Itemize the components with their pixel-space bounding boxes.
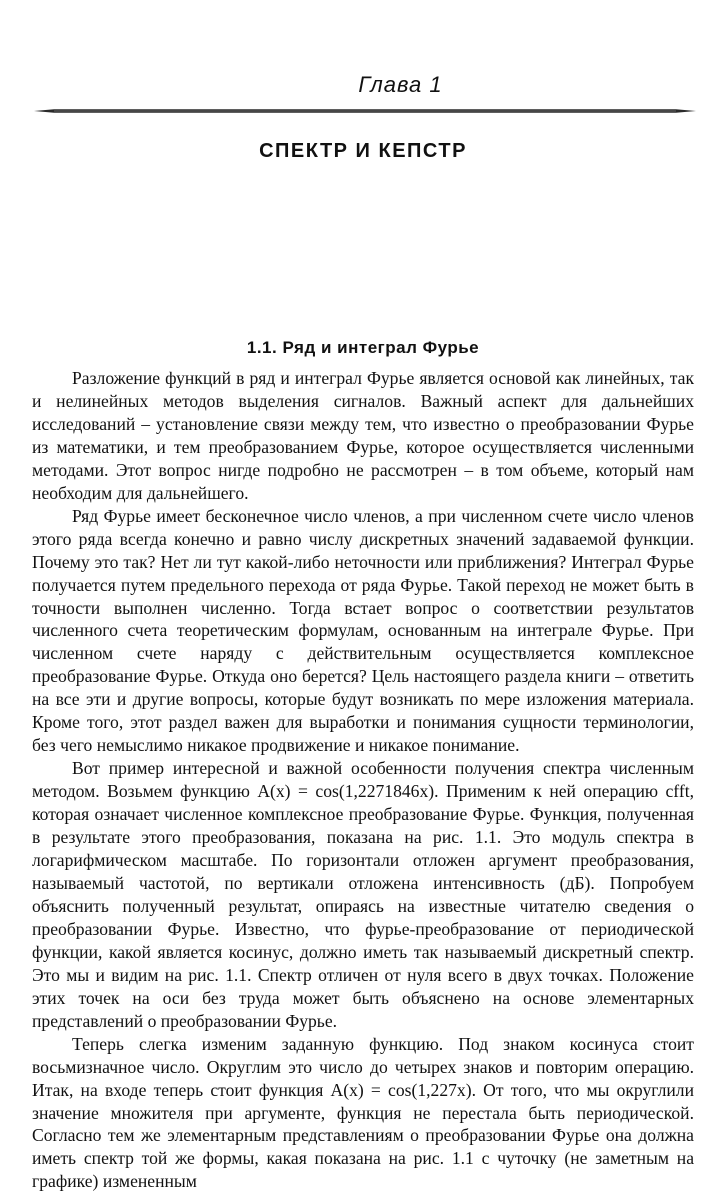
chapter-divider-rule — [34, 108, 696, 114]
paragraph: Теперь слегка изменим заданную функцию. Под знаком косинуса стоит восьмизначное число. Округлим это число до четырех знаков и повторим операцию. Итак, на входе теперь стоит функция A(x) = cos(1,227x). От того, что мы округлили значение множителя при аргументе, функция не перестала быть периодической. Согласно тем же элементарным представлениям о преобразовании Фурье она должна иметь спектр той же формы, какая показана на рис. 1.1 с чуточку (не заметным на графике) измененным — [32, 1033, 694, 1192]
chapter-label — [0, 72, 726, 98]
paragraph: Вот пример интересной и важной особенности получения спектра численным методом. Возьмем функцию A(x) = cos(1,2271846x). Применим к ней операцию cfft, которая означает численное комплексное преобразование Фурье. Функция, полученная в результате этого преобразования, показана на рис. 1.1. Это модуль спектра в логарифмическом масштабе. По горизонтали отложен аргумент преобразования, называемый частотой, по вертикали отложена интенсивность (дБ). Попробуем объяснить полученный результат, опираясь на известные читателю сведения о преобразовании Фурье. Известно, что фурье-преобразование от периодической функции, какой является косинус, должно иметь так называемый дискретный спектр. Это мы и видим на рис. 1.1. Спектр отличен от нуля всего в двух точках. Положение этих точек на оси без труда может быть объяснено на основе элементарных представлений о преобразовании Фурье. — [32, 758, 694, 1031]
section-title — [0, 338, 726, 358]
paragraph: Разложение функций в ряд и интеграл Фурье является основой как линейных, так и нелинейных методов выделения сигналов. Важный аспект для дальнейших исследований – установление связи между тем, что известно о преобразовании Фурье из математики, и тем преобразованием Фурье, которое осуществляется численными методами. Этот вопрос нигде подробно не рассмотрен – в том объеме, который нам необходим для дальнейшего. — [32, 368, 694, 503]
chapter-title: СПЕКТР И КЕПСТР — [259, 140, 467, 162]
section-title-text: 1.1. Ряд и интеграл Фурье — [246, 338, 480, 357]
paragraph: Ряд Фурье имеет бесконечное число членов, а при численном счете число членов этого ряда всегда конечно и равно числу дискретных значений задаваемой функции. Почему это так? Нет ли тут какой-либо неточности или приближения? Интеграл Фурье получается путем предельного перехода от ряда Фурье. Такой переход не может быть в точности выполнен численно. Тогда встает вопрос о соответствии результатов численного счета теоретическим формулам, основанным на интеграле Фурье. При численном счете наряду с действительным осуществляется комплексное преобразование Фурье. Откуда оно берется? Цель настоящего раздела книги – ответить на все эти и другие вопросы, которые будут возникать по мере изложения материала. Кроме того, этот раздел важен для выработки и понимания сущности терминологии, без чего немыслимо никакое продвижение и никакое понимание. — [32, 505, 694, 756]
body-text — [32, 367, 694, 1193]
chapter-label-text: Глава 1 — [358, 72, 443, 97]
